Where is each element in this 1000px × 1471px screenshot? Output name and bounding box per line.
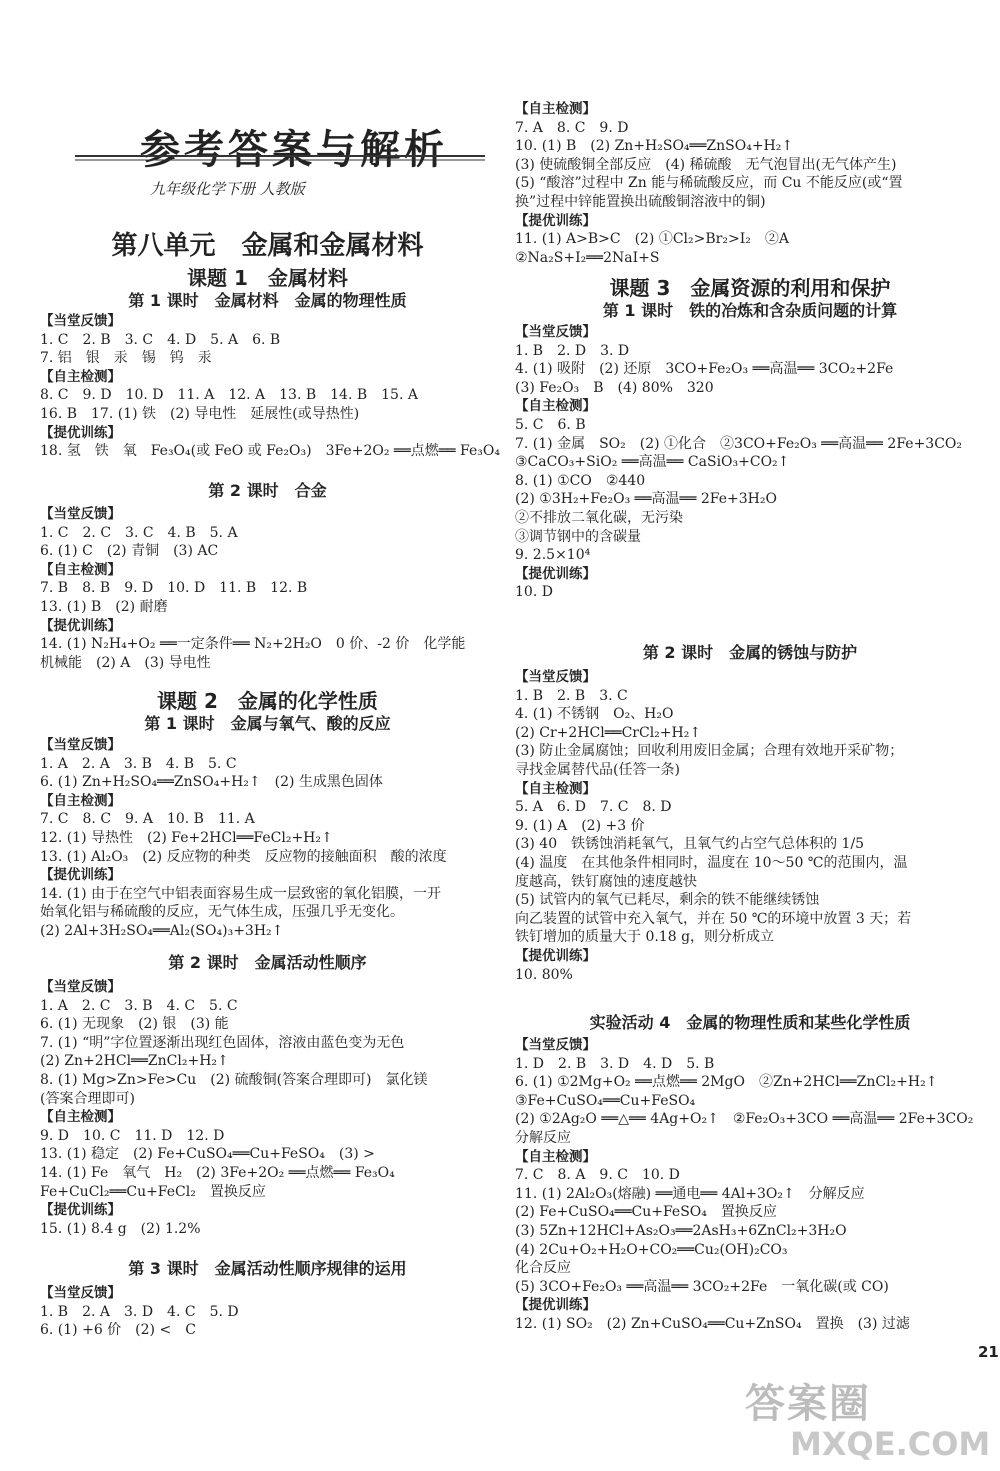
answer-line: (3) 5Zn+12HCl+As₂O₃══2AsH₃+6ZnCl₂+3H₂O (515, 1223, 847, 1239)
answer-line: 1. A 2. C 3. B 4. C 5. C (40, 997, 238, 1014)
answer-line: 7. A 8. C 9. D (515, 119, 629, 136)
answer-line: (3) 防止金属腐蚀；回收利用废旧金属；合理有效地开采矿物； (515, 743, 904, 760)
answer-line: 11. (1) 2Al₂O₃(熔融) ══通电══ 4Al+3O₂↑ 分解反应 (515, 1185, 865, 1202)
section-label: 【当堂反馈】 (40, 979, 121, 995)
section-label: 【当堂反馈】 (515, 324, 596, 340)
answer-line: 10. (1) B (2) Zn+H₂SO₄══ZnSO₄+H₂↑ (515, 138, 794, 155)
answer-line: 分解反应 (515, 1130, 571, 1146)
answer-line: ③CaCO₃+SiO₂ ══高温══ CaSiO₃+CO₂↑ (515, 454, 790, 471)
answer-line: 12. (1) 导热性 (2) Fe+2HCl══FeCl₂+H₂↑ (40, 830, 333, 846)
lesson-title: 第 2 课时 金属活动性顺序 (168, 953, 367, 972)
answer-line: (2) 2Al+3H₂SO₄══Al₂(SO₄)₃+3H₂↑ (40, 923, 284, 939)
answer-line: 6. (1) ①2Mg+O₂ ══点燃══ 2MgO ②Zn+2HCl══ZnCl₂+H₂↑ (515, 1074, 938, 1091)
section-label: 【自主检测】 (515, 780, 596, 797)
topic-title: 课题 2 金属的化学性质 (157, 689, 378, 713)
answer-line: 4. (1) 吸附 (2) 还原 3CO+Fe₂O₃ ══高温══ 3CO₂+2Fe (515, 361, 894, 378)
answer-line: 15. (1) 8.4 g (2) 1.2% (40, 1220, 201, 1237)
section-label: 【当堂反馈】 (40, 506, 121, 522)
page-title: 参考答案与解析 (140, 126, 448, 173)
answer-line: ②Na₂S+I₂══2NaI+S (515, 249, 660, 266)
answer-line: 1. B 2. B 3. C (515, 687, 628, 704)
answer-line: (3) 使硫酸铜全部反应 (4) 稀硫酸 无气泡冒出(无气体产生) (515, 156, 897, 173)
answer-line: (4) 2Cu+O₂+H₂O+CO₂══Cu₂(OH)₂CO₃ (515, 1241, 788, 1258)
answer-line: (5) 3CO+Fe₂O₃ ══高温══ 3CO₂+2Fe 一氧化碳(或 CO) (515, 1278, 889, 1295)
section-label: 【提优训练】 (515, 212, 596, 229)
answer-line: 始氧化铝与稀硫酸的反应，无气体生成，压强几乎无变化。 (40, 904, 404, 921)
watermark-logo: 答案圈 (745, 1381, 871, 1427)
page-number: 21 (978, 1343, 999, 1361)
answer-line: (答案合理即可) (40, 1090, 135, 1107)
answer-line: (5) “酸溶”过程中 Zn 能与稀硫酸反应，而 Cu 不能反应(或“置 (515, 175, 903, 192)
topic-title: 课题 1 金属材料 (187, 266, 348, 290)
answer-line: ②不排放二氧化碳，无污染 (515, 510, 683, 526)
answer-line: 13. (1) Al₂O₃ (2) 反应物的种类 反应物的接触面积 酸的浓度 (40, 848, 447, 865)
section-label: 【自主检测】 (515, 1148, 596, 1165)
section-label: 【自主检测】 (40, 1109, 121, 1126)
section-label: 【当堂反馈】 (515, 669, 596, 685)
answer-line: 8. C 9. D 10. D 11. A 12. A 13. B 14. B 15. A (40, 387, 418, 404)
section-label: 【自主检测】 (515, 398, 596, 415)
answer-line: 10. 80% (515, 966, 573, 983)
answer-line: 向乙装置的试管中充入氧气，并在 50 ℃的环境中放置 3 天；若 (515, 910, 912, 927)
answer-line: 11. (1) A>B>C (2) ①Cl₂>Br₂>I₂ ②A (515, 231, 789, 248)
answer-line: (3) Fe₂O₃ B (4) 80% 320 (515, 379, 714, 396)
topic-title: 课题 3 金属资源的利用和保护 (609, 276, 891, 300)
answer-line: (2) Cr+2HCl══CrCl₂+H₂↑ (515, 724, 702, 741)
lesson-title: 第 1 课时 铁的冶炼和含杂质问题的计算 (602, 301, 898, 320)
section-label: 【提优训练】 (40, 617, 121, 634)
answer-line: 1. A 2. A 3. B 4. B 5. C (40, 755, 237, 772)
section-label: 【提优训练】 (40, 424, 121, 441)
answer-line: 5. C 6. B (515, 417, 586, 433)
answer-line: 化合反应 (515, 1260, 571, 1277)
answer-line: 机械能 (2) A (3) 导电性 (40, 654, 211, 671)
section-label: 【提优训练】 (40, 1202, 121, 1219)
section-label: 【提优训练】 (515, 565, 596, 582)
answer-line: 7. (1) 金属 SO₂ (2) ①化合 ②3CO+Fe₂O₃ ══高温══ 2Fe+3CO₂ (515, 435, 963, 452)
lesson-title: 实验活动 4 金属的物理性质和某些化学性质 (589, 1013, 911, 1032)
answer-line: 1. B 2. A 3. D 4. C 5. D (40, 1303, 239, 1320)
answer-line: 度越高，铁钉腐蚀的速度越快 (515, 873, 697, 890)
answer-line: 14. (1) 由于在空气中铝表面容易生成一层致密的氧化铝膜，一开 (40, 885, 441, 902)
answer-line: (2) Zn+2HCl══ZnCl₂+H₂↑ (40, 1053, 229, 1070)
answer-line: 6. (1) Zn+H₂SO₄══ZnSO₄+H₂↑ (2) 生成黑色固体 (40, 774, 383, 791)
answer-line: ③Fe+CuSO₄══Cu+FeSO₄ (515, 1092, 696, 1109)
section-label: 【当堂反馈】 (40, 1285, 121, 1301)
answer-line: 1. B 2. D 3. D (515, 342, 630, 359)
answer-line: 9. D 10. C 11. D 12. D (40, 1127, 225, 1144)
lesson-title: 第 1 课时 金属与氧气、酸的反应 (144, 714, 391, 733)
section-label: 【当堂反馈】 (40, 737, 121, 753)
lesson-title: 第 3 课时 金属活动性顺序规律的运用 (128, 1259, 407, 1278)
answer-line: 8. (1) Mg>Zn>Fe>Cu (2) 硫酸铜(答案合理即可) 氯化镁 (40, 1072, 428, 1088)
answer-line: 1. D 2. B 3. D 4. D 5. B (515, 1055, 715, 1072)
answer-line: (2) ①3H₂+Fe₂O₃ ══高温══ 2Fe+3H₂O (515, 491, 777, 508)
answer-line: (3) 40 铁锈蚀消耗氧气，且氧气约占空气总体积的 1/5 (515, 836, 865, 853)
answer-line: 13. (1) B (2) 耐磨 (40, 599, 168, 615)
section-label: 【提优训练】 (515, 948, 596, 964)
unit-title: 第八单元 金属和金属材料 (111, 231, 424, 261)
section-label: 【自主检测】 (40, 561, 121, 578)
answer-line: 5. A 6. D 7. C 8. D (515, 799, 672, 816)
answer-line: 7. B 8. B 9. D 10. D 11. B 12. B (40, 580, 308, 597)
section-label: 【自主检测】 (40, 792, 121, 809)
section-label: 【提优训练】 (515, 1297, 596, 1314)
answer-line: 12. (1) SO₂ (2) Zn+CuSO₄══Cu+ZnSO₄ 置换 (3) 过滤 (515, 1316, 910, 1332)
page-subtitle: 九年级化学下册 人教版 (150, 180, 305, 198)
answer-line: 13. (1) 稳定 (2) Fe+CuSO₄══Cu+FeSO₄ (3) > (40, 1146, 375, 1163)
lesson-title: 第 2 课时 合金 (208, 481, 327, 500)
title-decoration (75, 150, 485, 162)
lesson-title: 第 1 课时 金属材料 金属的物理性质 (128, 291, 407, 310)
answer-line: (2) ①2Ag₂O ══△══ 4Ag+O₂↑ ②Fe₂O₃+3CO ══高温══ 2Fe+3CO₂ (515, 1111, 974, 1128)
answer-line: 14. (1) Fe 氧气 H₂ (2) 3Fe+2O₂ ══点燃══ Fe₃O₄ (40, 1165, 395, 1181)
answer-line: 1. C 2. B 3. C 4. D 5. A 6. B (40, 331, 281, 348)
answer-line: 7. 铝 银 汞 锡 钨 汞 (40, 350, 212, 367)
answer-line: 6. (1) C (2) 青铜 (3) AC (40, 543, 219, 560)
answer-line: 8. (1) ①CO ②440 (515, 472, 646, 489)
answer-line: 9. (1) A (2) +3 价 (515, 817, 645, 834)
watermark-url: MXQE.COM (790, 1425, 991, 1463)
answer-line: 14. (1) N₂H₄+O₂ ══一定条件══ N₂+2H₂O 0 价、-2 价 化学能 (40, 636, 466, 653)
answer-line: ③调节钢中的含碳量 (515, 528, 641, 545)
answer-line: 18. 氢 铁 氧 Fe₃O₄(或 FeO 或 Fe₂O₃) 3Fe+2O₂ ══点燃══ Fe₃O₄ (40, 443, 500, 460)
answer-line: 7. C 8. A 9. C 10. D (515, 1167, 680, 1184)
answer-line: 1. C 2. C 3. C 4. B 5. A (40, 524, 238, 541)
answer-line: (4) 温度 在其他条件相同时，温度在 10～50 ℃的范围内，温 (515, 855, 908, 871)
section-label: 【自主检测】 (40, 368, 121, 385)
answer-line: 寻找金属替代品(任答一条) (515, 762, 680, 778)
answer-line: Fe+CuCl₂══Cu+FeCl₂ 置换反应 (40, 1183, 266, 1200)
answer-line: 6. (1) +6 价 (2) < C (40, 1322, 196, 1339)
answer-line: 6. (1) 无现象 (2) 银 (3) 能 (40, 1016, 229, 1033)
answer-line: (2) Fe+CuSO₄══Cu+FeSO₄ 置换反应 (515, 1204, 777, 1221)
lesson-title: 第 2 课时 金属的锈蚀与防护 (642, 643, 858, 662)
answer-line: 7. (1) “明”字位置逐渐出现红色固体，溶液由蓝色变为无色 (40, 1034, 405, 1051)
answer-line: 9. 2.5×10⁴ (515, 547, 591, 564)
answer-line: 16. B 17. (1) 铁 (2) 导电性 延展性(或导热性) (40, 406, 360, 422)
answer-line: 铁钉增加的质量大于 0.18 g，则分析成立 (515, 929, 775, 946)
answer-line: (5) 试管内的氧气已耗尽，剩余的铁不能继续锈蚀 (515, 892, 820, 909)
section-label: 【自主检测】 (515, 101, 596, 117)
answer-line: 10. D (515, 584, 553, 601)
answer-line: 换”过程中锌能置换出硫酸铜溶液中的铜) (515, 194, 766, 210)
section-label: 【提优训练】 (40, 867, 121, 884)
section-label: 【当堂反馈】 (40, 313, 121, 329)
answer-line: 4. (1) 不锈钢 O₂、H₂O (515, 706, 674, 723)
section-label: 【当堂反馈】 (515, 1037, 596, 1053)
answer-line: 7. C 8. C 9. A 10. B 11. A (40, 811, 255, 828)
